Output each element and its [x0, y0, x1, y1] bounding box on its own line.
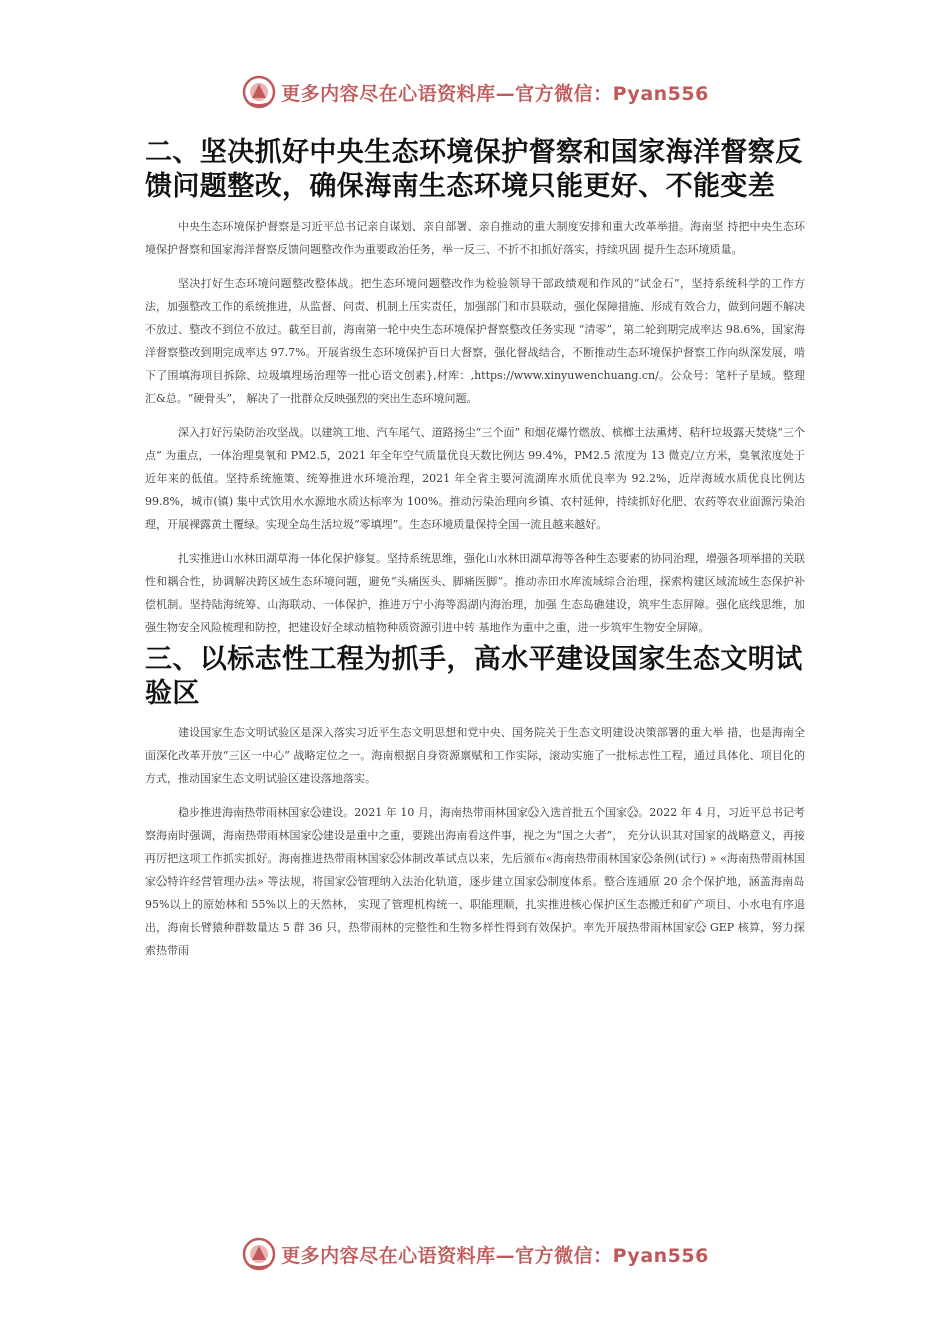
section-heading: 三、以标志性工程为抓手，高水平建设国家生态文明试验区 — [145, 644, 803, 709]
seal-logo-icon — [241, 74, 277, 110]
footer-banner — [0, 1234, 950, 1274]
seal-logo-icon — [241, 1236, 277, 1272]
header-banner — [0, 72, 950, 112]
paragraph: 稳步推进海南热带雨林国家公⃝建设。2021 年 10 月，海南热带雨林国家公⃝入选首批五个国家公⃝。2022 年 4 月，习近平总书记考察海南时强调，海南热带雨林国家公⃝建设是重中之重，要跳出海南看这件事，视之为“国之大者”， 充分认识其对国家的战略意义，再接再厉把这项工作抓实抓好。海南推进热带雨林国家公⃝体制改革试点以来，先后颁布«海南热带雨林国家公⃝条例(试行) » «海南热带雨林国家公⃝特许经营管理办法» 等法规，将国家公⃝管理纳入法治化轨道，逐步建立国家公⃝制度体系。整合连通原 20 余个保护地，涵盖海南岛 95%以上的原始林和 55%以上的天然林， 实现了管理机构统一、职能理顺，扎实推进核心保护区生态搬迁和矿产项目、小水电有序退出，海南长臂猿种群数量达 5 群 36 只，热带雨林的完整性和生物多样性得到有效保护。率先开展热带雨林国家公⃝ GEP 核算，努力探索热带雨 — [145, 806, 805, 957]
paragraph: 坚决打好生态环境问题整改整体战。把生态环境问题整改作为检验领导干部政绩观和作风的“试金石”，坚持系统科学的工作方法，加强整改工作的系统推进，从监督、问责、机制上压实责任，加强部门和市县联动，强化保障措施、形成有效合力，做到问题不解决不放过、整改不到位不放过。截至目前，海南第一轮中央生态环境保护督察整改任务实现 “清零”，第二轮到期完成率达 98.6%，国家海洋督察整改到期完成率达 97.7%。开展省级生态环境保护百日大督察，强化督战结合，不断推动生态环境保护督察工作向纵深发展，啃下了围填海项目拆除、垃圾填埋场治理等一批心语文创素},材库：,https://www.xinyuwenchuang.cn/。公众号：笔杆子星域。整理汇&总。“硬骨头”， 解决了一批群众反映强烈的突出生态环境问题。 — [145, 277, 805, 405]
paragraph: 深入打好污染防治攻坚战。以建筑工地、汽车尾气、道路扬尘“三个面” 和烟花爆竹燃放、槟榔土法熏烤、秸秆垃圾露天焚烧“三个点” 为重点，一体治理臭氧和 PM2.5，2021 年全年空气质量优良天数比例达 99.4%，PM2.5 浓度为 13 微克/立方米，臭氧浓度处于近年来的低值。坚持系统施策、统筹推进水环境治理，2021 年全省主要河流湖库水质优良率为 92.2%，近岸海域水质优良比例达 99.8%，城市(镇) 集中式饮用水水源地水质达标率为 100%。推动污染治理向乡镇、农村延伸，持续抓好化肥、农药等农业面源污染治理，开展裸露黄土覆绿。实现全岛生活垃圾“零填埋”。生态环境质量保持全国一流且越来越好。 — [145, 426, 805, 531]
document-body — [145, 136, 805, 962]
paragraph: 扎实推进山水林田湖草海一体化保护修复。坚持系统思维，强化山水林田湖草海等各种生态要素的协同治理，增强各项举措的关联性和耦合性，协调解决跨区域生态环境问题，避免“头痛医头、脚痛医脚”。推动赤田水库流域综合治理，探索构建区域流域生态保护补偿机制。坚持陆海统筹、山海联动、一体保护，推进万宁小海等潟湖内海治理，加强 生态岛礁建设，筑牢生态屏障。强化底线思维，加强生物安全风险梳理和防控，把建设好全球动植物种质资源引进中转 基地作为重中之重，进一步筑牢生物安全屏障。 — [145, 552, 805, 634]
banner-text: 更多内容尽在心语资料库—官方微信：Pyan556 — [281, 1244, 709, 1267]
section-heading: 二、坚决抓好中央生态环境保护督察和国家海洋督察反馈问题整改，确保海南生态环境只能更好、不能变差 — [145, 137, 803, 202]
banner-text: 更多内容尽在心语资料库—官方微信：Pyan556 — [281, 82, 709, 105]
paragraph: 中央生态环境保护督察是习近平总书记亲自谋划、亲自部署、亲自推动的重大制度安排和重大改革举措。海南坚 持把中央生态环境保护督察和国家海洋督察反馈问题整改作为重要政治任务，举一反三、不折不扣抓好落实，持续巩固 提升生态环境质量。 — [145, 220, 805, 256]
paragraph: 建设国家生态文明试验区是深入落实习近平生态文明思想和党中央、国务院关于生态文明建设决策部署的重大举 措，也是海南全面深化改革开放“三区一中心” 战略定位之一。海南根据自身资源禀赋和工作实际，滚动实施了一批标志性工程，通过具体化、项目化的方式，推动国家生态文明试验区建设落地落实。 — [145, 726, 805, 785]
